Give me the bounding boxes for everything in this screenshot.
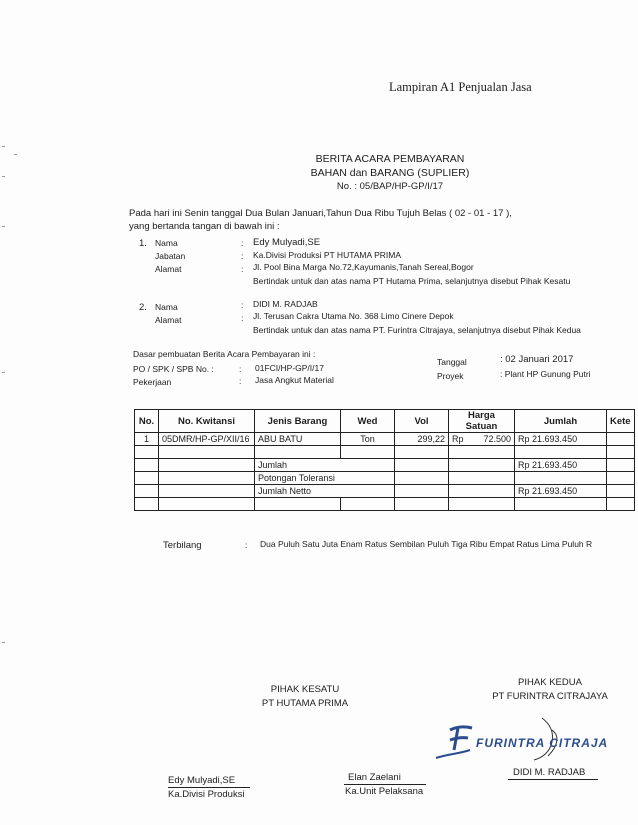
- summary-label: Jumlah Netto: [255, 485, 395, 498]
- signature-line: [508, 779, 598, 780]
- price-currency: Rp: [452, 434, 464, 444]
- project-label: Proyek: [437, 371, 464, 381]
- summary-row-net: [135, 485, 635, 498]
- party2-address-label: Alamat: [155, 315, 182, 325]
- party1-position: Ka.Divisi Produksi PT HUTAMA PRIMA: [253, 250, 401, 260]
- work-label: Pekerjaan: [133, 377, 172, 387]
- row-notes: [607, 433, 635, 446]
- scan-speck: [2, 176, 5, 177]
- stamp-text: FURINTRA CITRAJA: [476, 736, 609, 750]
- row-amount: [515, 433, 607, 446]
- table-row-empty: [135, 498, 635, 511]
- intro-line-1: Pada hari ini Senin tanggal Dua Bulan Januari,Tahun Dua Ribu Tujuh Belas ( 02 - 01 - 17 ),: [129, 208, 512, 219]
- col-header-price: Harga Satuan: [449, 410, 515, 433]
- party2-address: Jl. Terusan Cakra Utama No. 368 Limo Cinere Depok: [253, 311, 454, 321]
- table-row: [135, 433, 635, 446]
- doc-number: No. : 05/BAP/HP-GP/I/17: [336, 181, 444, 192]
- amount-words-label: Terbilang: [163, 540, 202, 551]
- colon: :: [241, 264, 244, 274]
- signer3-name: DIDI M. RADJAB: [513, 767, 586, 778]
- colon: :: [241, 300, 244, 310]
- table-header-row: [135, 410, 635, 433]
- colon: :: [239, 364, 242, 374]
- party1-address-label: Alamat: [155, 264, 182, 274]
- party1-position-label: Jabatan: [155, 251, 186, 261]
- signature-line: [344, 784, 426, 785]
- signer2-title: Ka.Unit Pelaksana: [345, 786, 424, 797]
- first-party-company: PT HUTAMA PRIMA: [261, 698, 349, 709]
- party2-name: DIDI M. RADJAB: [253, 299, 318, 309]
- amount-value: 21.693.450: [532, 434, 578, 444]
- company-stamp: [430, 710, 625, 770]
- table-row-empty: [135, 446, 635, 459]
- row-price: [449, 433, 515, 446]
- col-header-receipt: No. Kwitansi: [159, 410, 255, 433]
- summary-value: 21.693.450: [532, 460, 578, 470]
- party1-index: 1.: [139, 238, 147, 249]
- signature-line: [168, 787, 250, 788]
- po-value: 01FCI/HP-GP/I/17: [255, 363, 324, 373]
- colon: :: [241, 251, 244, 261]
- colon: :: [239, 376, 242, 386]
- summary-value: 21.693.450: [532, 486, 578, 496]
- colon: :: [241, 238, 244, 248]
- price-value: 72.500: [483, 434, 511, 444]
- party1-name: Edy Mulyadi,SE: [253, 237, 321, 248]
- signer1-name: Edy Mulyadi,SE: [168, 775, 236, 786]
- row-unit: Ton: [341, 433, 395, 446]
- col-header-unit: Wed: [341, 410, 395, 433]
- party2-acting: Bertindak untuk dan atas nama PT. Furintra Citrajaya, selanjutnya disebut Pihak Kedua: [253, 325, 581, 335]
- amount-words-text: Dua Puluh Satu Juta Enam Ratus Sembilan Puluh Tiga Ribu Empat Ratus Lima Puluh R: [260, 539, 593, 549]
- scan-speck: [2, 642, 5, 643]
- po-label: PO / SPK / SPB No. :: [133, 364, 214, 374]
- project-value: : Plant HP Gunung Putri: [500, 369, 591, 379]
- first-party-title: PIHAK KESATU: [270, 684, 340, 695]
- row-receipt: 05DMR/HP-GP/XII/16: [159, 433, 255, 446]
- scan-speck: [2, 372, 5, 373]
- party2-name-label: Nama: [155, 302, 178, 312]
- date-value: : 02 Januari 2017: [500, 354, 574, 365]
- signer2-name: Elan Zaelani: [348, 772, 401, 783]
- second-party-company: PT FURINTRA CITRAJAYA: [492, 691, 608, 702]
- colon: :: [241, 313, 244, 323]
- summary-amount: [515, 459, 607, 472]
- amount-currency: Rp: [518, 434, 530, 444]
- scan-speck: [2, 146, 5, 147]
- summary-currency: Rp: [518, 486, 530, 496]
- scan-speck: [2, 226, 5, 227]
- summary-row-deduction: [135, 472, 635, 485]
- row-vol: 299,22: [395, 433, 449, 446]
- doc-subtitle: BAHAN dan BARANG (SUPLIER): [310, 167, 470, 179]
- col-header-amount: Jumlah: [515, 410, 607, 433]
- attachment-label: Lampiran A1 Penjualan Jasa: [389, 80, 532, 94]
- signer1-title: Ka.Divisi Produksi: [168, 789, 245, 800]
- basis-intro: Dasar pembuatan Berita Acara Pembayaran ini :: [133, 349, 316, 359]
- party1-address: Jl. Pool Bina Marga No.72,Kayumanis,Tanah Sereal,Bogor: [253, 262, 474, 272]
- col-header-item: Jenis Barang: [255, 410, 341, 433]
- summary-row-total: [135, 459, 635, 472]
- work-value: Jasa Angkut Material: [255, 375, 334, 385]
- row-item: ABU BATU: [255, 433, 341, 446]
- summary-currency: Rp: [518, 460, 530, 470]
- summary-amount: [515, 485, 607, 498]
- second-party-title: PIHAK KEDUA: [518, 677, 582, 688]
- party1-name-label: Nama: [155, 238, 178, 248]
- summary-label: Jumlah: [255, 459, 395, 472]
- col-header-vol: Vol: [395, 410, 449, 433]
- date-label: Tanggal: [437, 357, 467, 367]
- colon: :: [245, 540, 248, 550]
- summary-amount: [515, 472, 607, 485]
- items-table: [134, 409, 635, 511]
- col-header-notes: Kete: [607, 410, 635, 433]
- summary-label: Potongan Toleransi: [255, 472, 395, 485]
- doc-title: BERITA ACARA PEMBAYARAN: [315, 153, 465, 165]
- party1-acting: Bertindak untuk dan atas nama PT Hutama Prima, selanjutnya disebut Pihak Kesatu: [253, 276, 571, 286]
- intro-line-2: yang bertanda tangan di bawah ini :: [129, 221, 280, 232]
- row-no: 1: [135, 433, 159, 446]
- party2-index: 2.: [139, 302, 147, 313]
- col-header-no: No.: [135, 410, 159, 433]
- scan-speck: [14, 154, 17, 155]
